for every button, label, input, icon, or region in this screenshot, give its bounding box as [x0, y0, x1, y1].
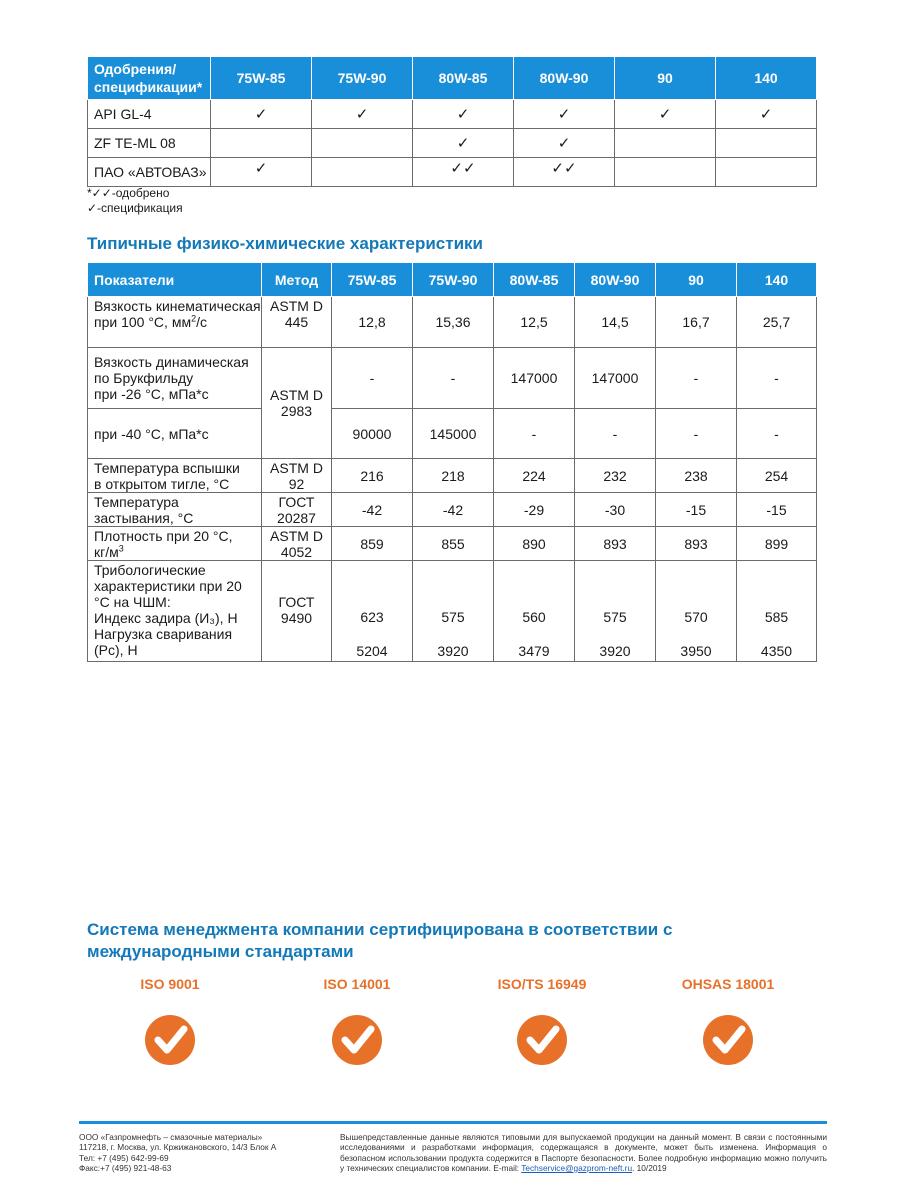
- footer-disclaimer-text: Вышепредставленные данные являются типовыми для выпускаемой продукции на данный момент. В связи с постоянными исследованиями и разработками информация, содержащаяся в документе, может быть изменена. Информация о безопасном использовании продукта содержится в Паспорте безопасности. Более подробную информацию можно получить у технических специалистов компании. E-mail:: [340, 1132, 827, 1173]
- property-row-dynamic-viscosity-40: [88, 409, 817, 459]
- cert-iso-14001: [277, 976, 437, 1065]
- property-value: -: [656, 348, 737, 409]
- property-value: 14,5: [575, 297, 656, 348]
- approvals-legend: [87, 186, 183, 216]
- check-badge-icon: [703, 1015, 753, 1065]
- property-value: 575 3920: [413, 561, 494, 662]
- property-row-pour-point: [88, 493, 817, 527]
- property-name: Плотность при 20 °С, $кг/м^3$: [88, 527, 262, 561]
- approval-row: [88, 158, 817, 187]
- approval-mark: [716, 158, 817, 187]
- property-value: -: [575, 409, 656, 459]
- approval-mark: ✓: [514, 100, 615, 129]
- property-row-tribology: [88, 561, 817, 662]
- property-value: 899: [737, 527, 817, 561]
- property-value: 859: [332, 527, 413, 561]
- property-value: -30: [575, 493, 656, 527]
- property-row-dynamic-viscosity-26: [88, 348, 817, 409]
- approvals-header-row: [88, 57, 817, 100]
- property-value: 232: [575, 459, 656, 493]
- property-value: 12,5: [494, 297, 575, 348]
- property-method: ASTM D 4052: [262, 527, 332, 561]
- approval-mark: [615, 158, 716, 187]
- cert-label: ISO 14001: [323, 976, 391, 992]
- property-value: 16,7: [656, 297, 737, 348]
- legend-approved: *✓✓-одобрено: [87, 186, 170, 200]
- grade-header: 75W-90: [413, 263, 494, 297]
- property-value: 145000: [413, 409, 494, 459]
- property-row-flash-point: [88, 459, 817, 493]
- legend-spec: ✓-спецификация: [87, 201, 183, 215]
- approvals-header-first: Одобрения/ спецификации*: [88, 57, 211, 100]
- property-value: -42: [413, 493, 494, 527]
- property-value: 623 5204: [332, 561, 413, 662]
- property-value: -15: [737, 493, 817, 527]
- grade-header: 75W-85: [211, 57, 312, 100]
- approval-row: [88, 100, 817, 129]
- property-value: 224: [494, 459, 575, 493]
- footer-company-name: ООО «Газпромнефть – смазочные материалы»: [79, 1132, 263, 1142]
- cert-ohsas-18001: [648, 976, 808, 1065]
- approval-mark: ✓: [211, 100, 312, 129]
- property-value: 15,36: [413, 297, 494, 348]
- properties-table: [87, 262, 817, 662]
- property-value: 893: [656, 527, 737, 561]
- property-name: при -40 °C, мПа*с: [88, 409, 262, 459]
- property-method: ГОСТ 9490: [262, 561, 332, 662]
- approval-mark: ✓: [615, 100, 716, 129]
- approval-mark: [312, 158, 413, 187]
- approval-mark: [211, 129, 312, 158]
- grade-header: 80W-85: [494, 263, 575, 297]
- property-value: 893: [575, 527, 656, 561]
- property-value: -: [332, 348, 413, 409]
- property-value: -: [494, 409, 575, 459]
- property-row-density: [88, 527, 817, 561]
- property-value: 570 3950: [656, 561, 737, 662]
- property-value: -: [656, 409, 737, 459]
- property-value: 254: [737, 459, 817, 493]
- approval-mark: ✓: [716, 100, 817, 129]
- property-row-kinematic-viscosity: [88, 297, 817, 348]
- footer-fax: Факс:+7 (495) 921-48-63: [79, 1162, 172, 1173]
- approval-name: ZF TE-ML 08: [88, 129, 211, 158]
- certification-title: Система менеджмента компании сертифицирована в соответствии с международными стандартами: [87, 920, 673, 961]
- approval-mark: [716, 129, 817, 158]
- property-value: 218: [413, 459, 494, 493]
- property-value: -29: [494, 493, 575, 527]
- grade-header: 90: [656, 263, 737, 297]
- approval-mark: ✓: [514, 129, 615, 158]
- property-value: 216: [332, 459, 413, 493]
- cert-label: OHSAS 18001: [681, 976, 775, 992]
- approval-row: [88, 129, 817, 158]
- check-badge-icon: [517, 1015, 567, 1065]
- method-header: Метод: [262, 263, 332, 297]
- approval-mark: [615, 129, 716, 158]
- grade-header: 75W-90: [312, 57, 413, 100]
- property-value: 575 3920: [575, 561, 656, 662]
- property-value: -42: [332, 493, 413, 527]
- approvals-table: [87, 56, 817, 187]
- property-method: ASTM D 445: [262, 297, 332, 348]
- property-value: 238: [656, 459, 737, 493]
- grade-header: 80W-85: [413, 57, 514, 100]
- property-value: 25,7: [737, 297, 817, 348]
- property-method: ASTM D 92: [262, 459, 332, 493]
- property-value: 90000: [332, 409, 413, 459]
- footer-disclaimer: [340, 1132, 827, 1173]
- property-method: ASTM D 2983: [262, 348, 332, 459]
- property-name: Трибологические характеристики при 20 °С на ЧШМ: Индекс задира (И₃), Н Нагрузка сваривания (Pс), Н: [88, 561, 262, 662]
- approval-mark: ✓: [413, 100, 514, 129]
- property-value: 855: [413, 527, 494, 561]
- grade-header: 90: [615, 57, 716, 100]
- approval-mark: ✓: [211, 158, 312, 187]
- property-value: 560 3479: [494, 561, 575, 662]
- property-name: Вязкость динамическая по Брукфильду при -26 °C, мПа*с: [88, 348, 262, 409]
- grade-header: 140: [716, 57, 817, 100]
- property-value: 890: [494, 527, 575, 561]
- footer-email-link[interactable]: Techservice@gazprom-neft.ru: [521, 1162, 633, 1173]
- approval-mark: [312, 129, 413, 158]
- properties-header-row: [88, 263, 817, 297]
- cert-iso-ts-16949: [462, 976, 622, 1065]
- check-badge-icon: [332, 1015, 382, 1065]
- property-value: -15: [656, 493, 737, 527]
- approval-mark: ✓✓: [514, 158, 615, 187]
- approval-name: API GL-4: [88, 100, 211, 129]
- footer-address: 117218, г. Москва, ул. Кржижановского, 14/3 Блок А: [79, 1142, 277, 1153]
- grade-header: 80W-90: [575, 263, 656, 297]
- footer-date: . 10/2019: [632, 1162, 667, 1173]
- check-badge-icon: [145, 1015, 195, 1065]
- grade-header: 75W-85: [332, 263, 413, 297]
- approval-mark: ✓: [413, 129, 514, 158]
- property-name: Температура застывания, °С: [88, 493, 262, 527]
- property-value: 12,8: [332, 297, 413, 348]
- property-name: Вязкость кинематическая при 100 °C, $мм^2/с$: [88, 297, 262, 348]
- property-value: 147000: [494, 348, 575, 409]
- property-method: ГОСТ 20287: [262, 493, 332, 527]
- cert-label: ISO/TS 16949: [497, 976, 587, 992]
- property-value: 147000: [575, 348, 656, 409]
- grade-header: 80W-90: [514, 57, 615, 100]
- indicator-header: Показатели: [88, 263, 262, 297]
- property-value: -: [413, 348, 494, 409]
- approval-name: ПАО «АВТОВАЗ»: [88, 158, 211, 187]
- footer-phone: Тел: +7 (495) 642-99-69: [79, 1152, 169, 1163]
- approval-mark: ✓: [312, 100, 413, 129]
- footer-divider: [79, 1121, 827, 1124]
- properties-title: Типичные физико-химические характеристики: [87, 234, 483, 253]
- cert-label: ISO 9001: [140, 976, 200, 992]
- footer-company-info: [79, 1132, 276, 1173]
- property-name: Температура вспышки в открытом тигле, °С: [88, 459, 262, 493]
- approval-mark: ✓✓: [413, 158, 514, 187]
- property-value: 585 4350: [737, 561, 817, 662]
- grade-header: 140: [737, 263, 817, 297]
- property-value: -: [737, 409, 817, 459]
- cert-iso-9001: [90, 976, 250, 1065]
- property-value: -: [737, 348, 817, 409]
